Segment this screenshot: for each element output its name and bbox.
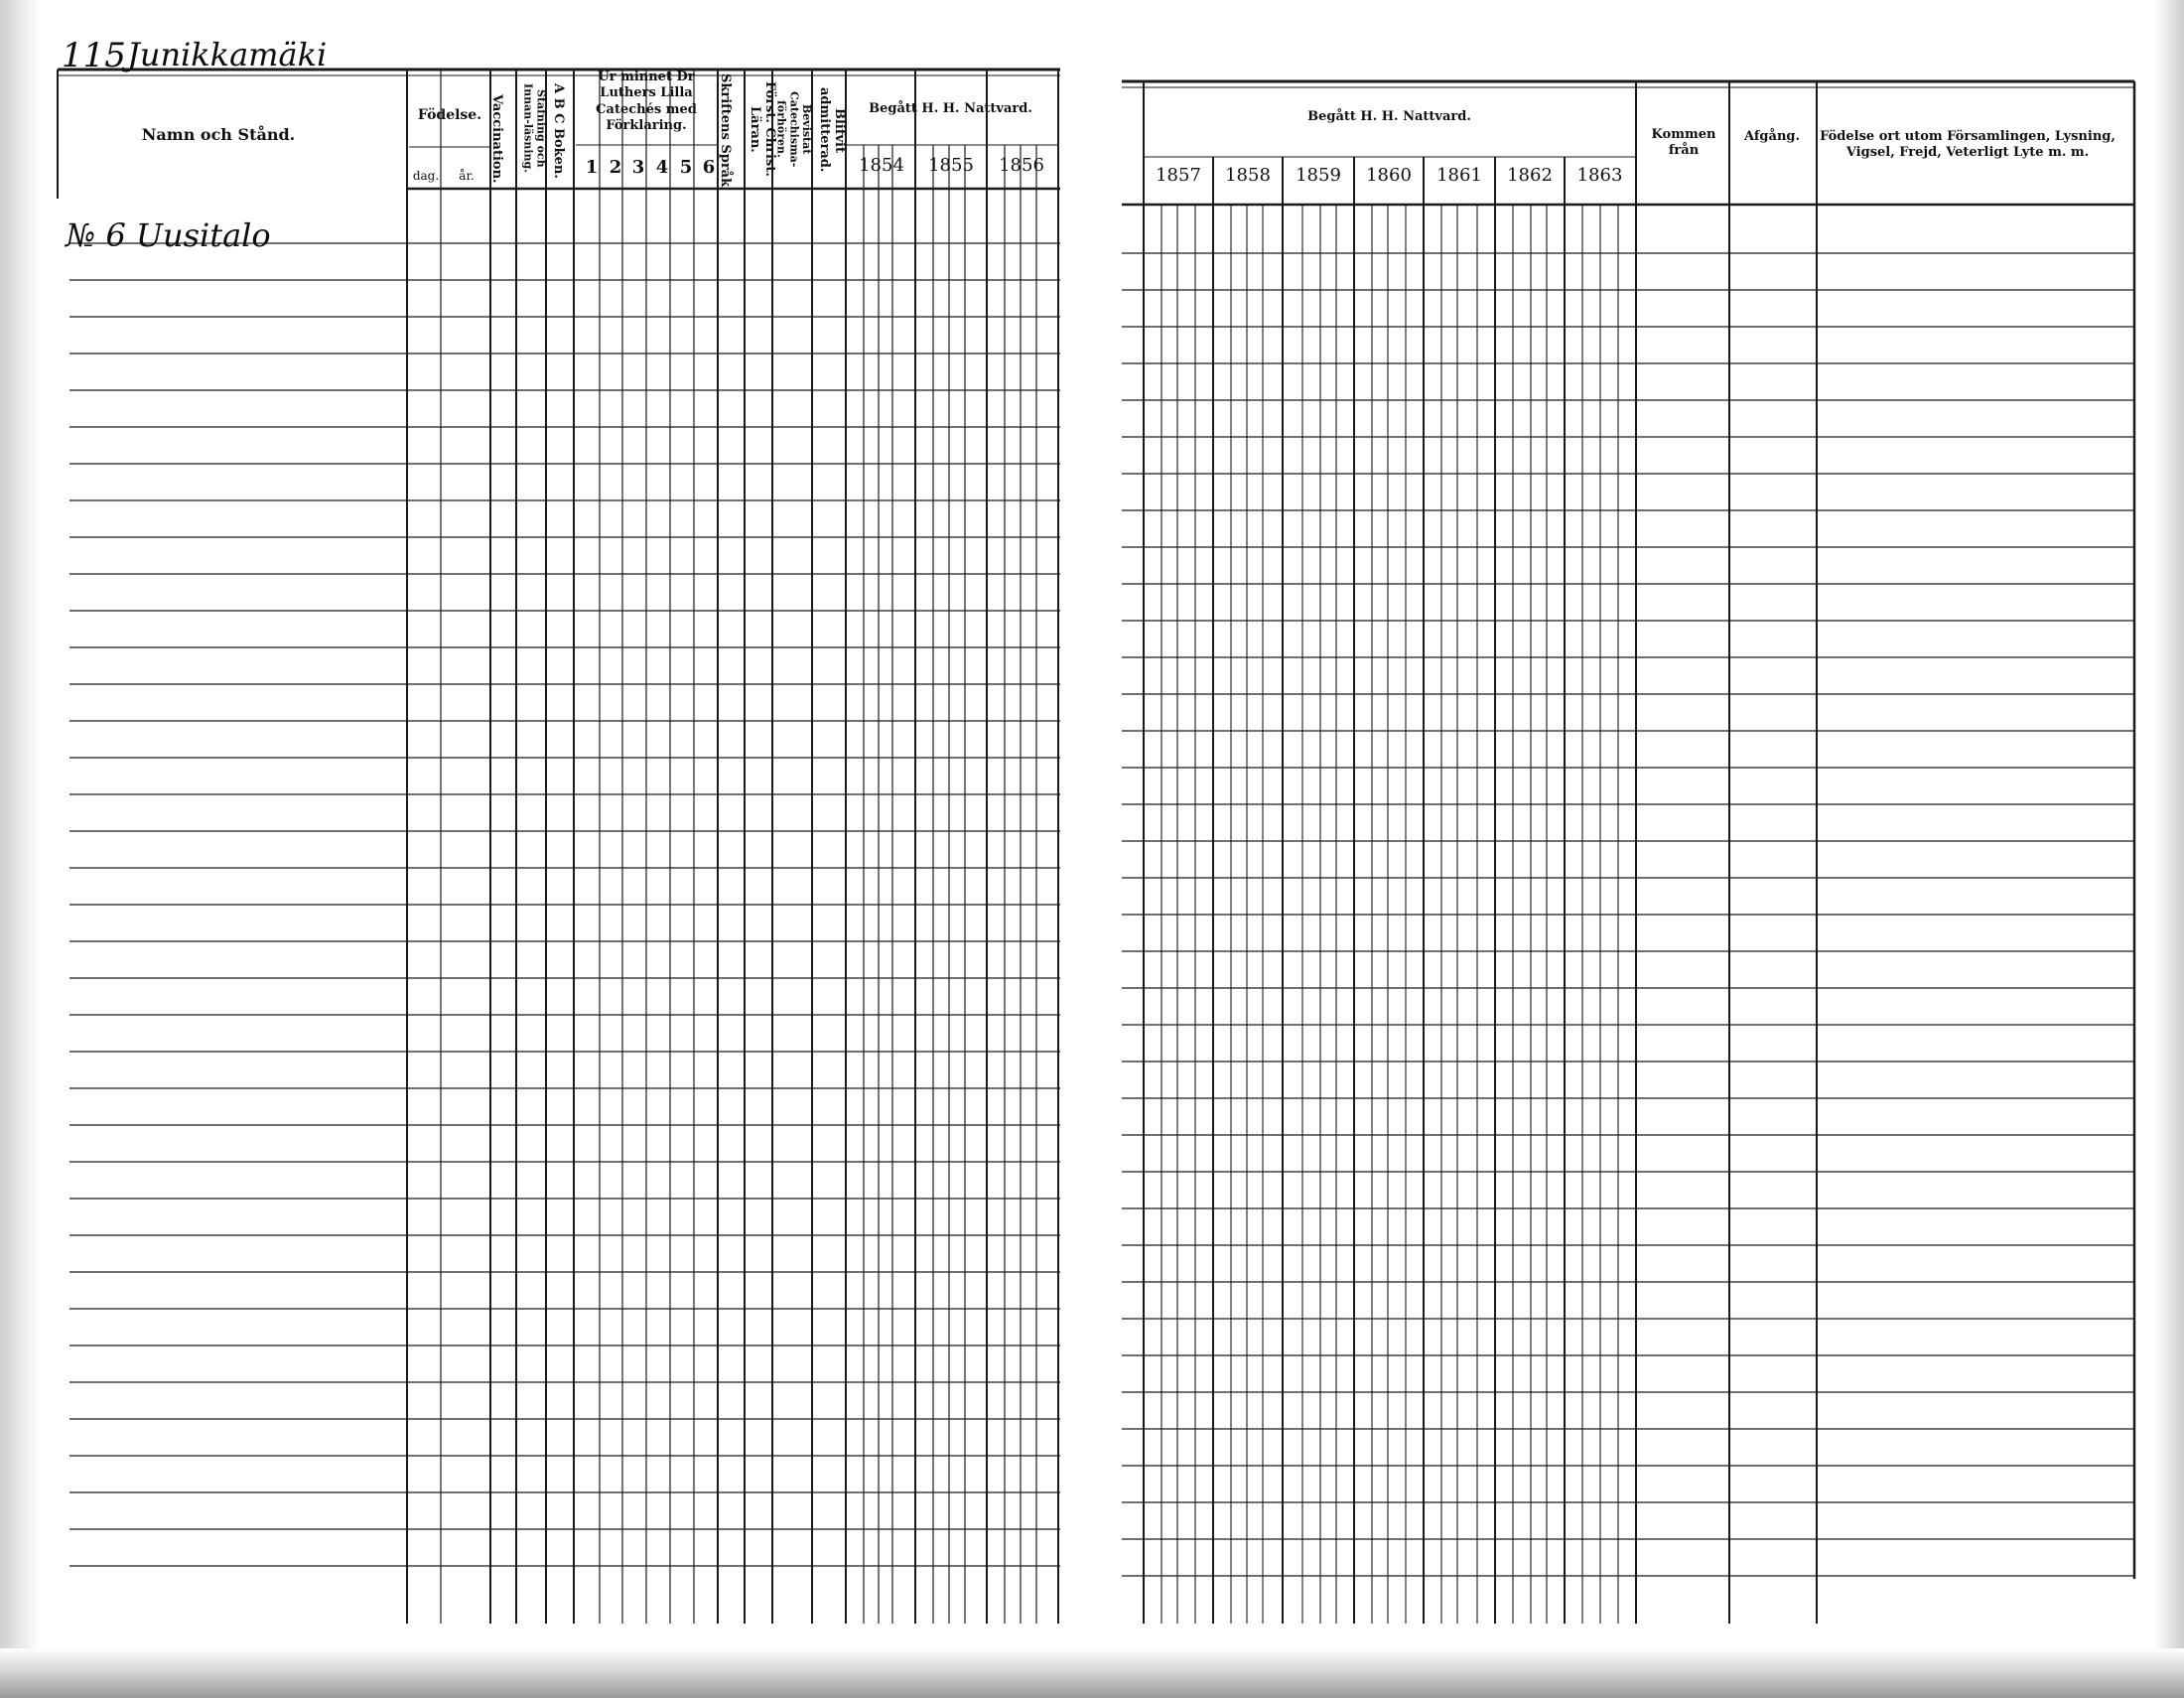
communion-year-1862: 1862 — [1507, 165, 1553, 186]
communion-year-1857: 1857 — [1156, 165, 1201, 186]
handwritten-page-number: 115 — [62, 36, 126, 75]
catechism-number-2: 2 — [609, 157, 622, 178]
communion-year-1858: 1858 — [1225, 165, 1271, 186]
header-name-and-status: Namn och Stånd. — [141, 125, 296, 144]
header-remarks: Födelse ort utom Församlingen, Lysning, Vigsel, Frejd, Veterligt Lyte m. m. — [1820, 129, 2116, 161]
communion-year-1859: 1859 — [1296, 165, 1341, 186]
header-abc-book: A B C Boken. — [550, 82, 566, 179]
header-admitted: Blifvit admitterad. — [816, 87, 847, 173]
header-birth-year: år. — [459, 169, 475, 183]
header-catechism-exam: Bevistat Catechisma-förhören. — [774, 90, 813, 168]
header-scripture-language: Skriftens Språk — [717, 73, 733, 188]
catechism-number-5: 5 — [679, 157, 693, 178]
handwritten-village: Junikkamäki — [127, 36, 328, 73]
communion-year-1855: 1855 — [928, 155, 974, 176]
header-communion-left: Begått H. H. Nattvard. — [869, 101, 1032, 116]
header-christianity: Först. Christ. Läran. — [747, 81, 777, 177]
header-arrived-from: Kommen från — [1651, 127, 1716, 159]
communion-year-1854: 1854 — [859, 155, 904, 176]
catechism-number-4: 4 — [655, 157, 669, 178]
header-catechism: Ur minnet Dr Luthers Lilla Catechés med Förklaring. — [596, 70, 697, 133]
communion-year-1856: 1856 — [999, 155, 1044, 176]
header-reading: Stafning och Innan-läsning. — [521, 83, 548, 174]
communion-year-1860: 1860 — [1366, 165, 1412, 186]
header-departure: Afgång. — [1743, 129, 1801, 144]
catechism-number-3: 3 — [631, 157, 645, 178]
communion-year-1861: 1861 — [1436, 165, 1482, 186]
header-communion-right: Begått H. H. Nattvard. — [1307, 109, 1471, 124]
catechism-number-1: 1 — [585, 157, 599, 178]
handwritten-household: № 6 Uusitalo — [66, 216, 271, 254]
communion-year-1863: 1863 — [1576, 165, 1623, 186]
catechism-number-6: 6 — [702, 157, 716, 178]
header-vaccination: Vaccination. — [488, 93, 504, 184]
header-birth-day: dag. — [412, 169, 440, 183]
header-birth: Födelse. — [417, 107, 482, 123]
